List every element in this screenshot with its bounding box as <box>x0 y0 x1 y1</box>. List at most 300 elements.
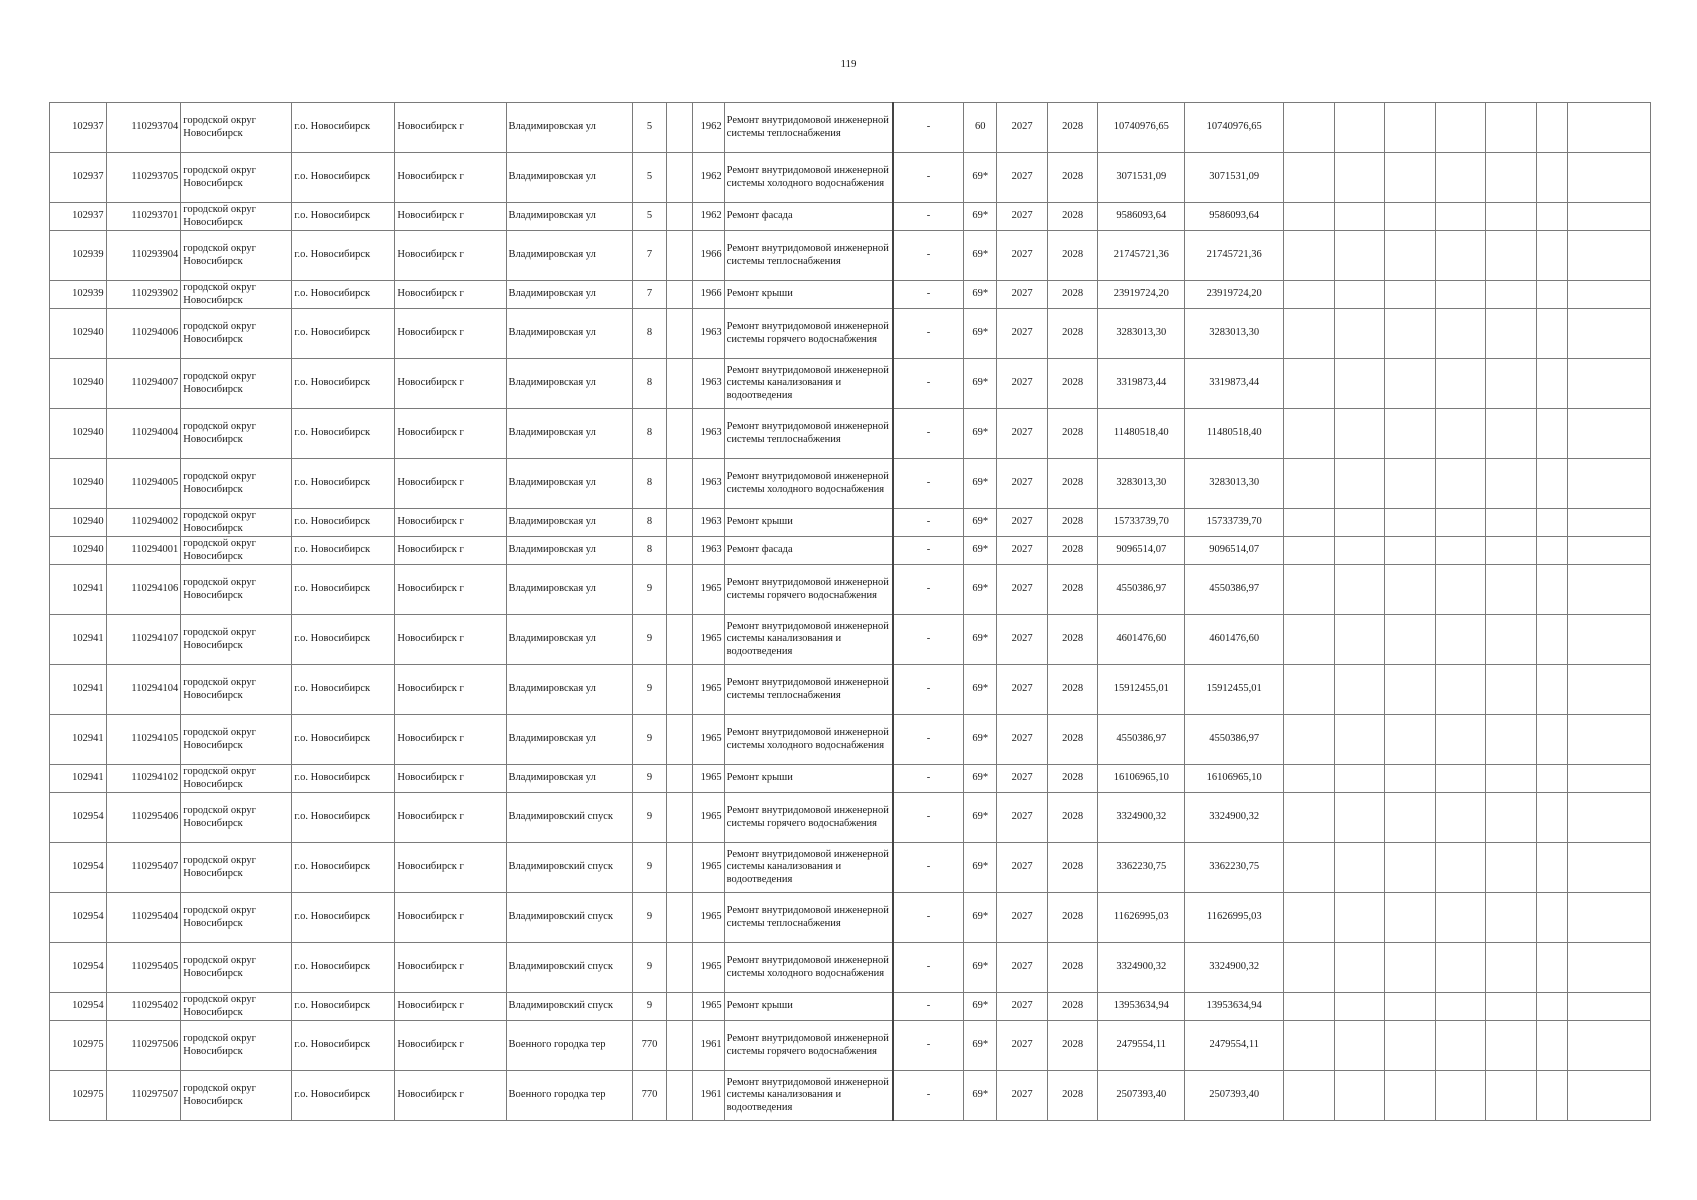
cell-empty <box>1486 203 1537 231</box>
cell-empty <box>1536 615 1567 665</box>
cell-empty <box>1435 281 1486 309</box>
cell-empty <box>1486 565 1537 615</box>
cell-year-from: 2027 <box>997 459 1048 509</box>
cell-city: Новосибирск г <box>395 153 506 203</box>
cell-year-from: 2027 <box>997 615 1048 665</box>
cell-empty <box>1536 359 1567 409</box>
cell-house: 9 <box>632 793 666 843</box>
cell-street: Владимировский спуск <box>506 943 632 993</box>
cell-year: 1963 <box>693 359 724 409</box>
cell-cost-fund: 3283013,30 <box>1185 459 1284 509</box>
cell-code: 110294107 <box>106 615 181 665</box>
cell-municipality: г.о. Новосибирск <box>292 715 395 765</box>
cell-dash: - <box>893 509 964 537</box>
cell-district: городской округ Новосибирск <box>181 409 292 459</box>
cell-empty <box>1536 1021 1567 1071</box>
cell-year-to: 2028 <box>1047 765 1098 793</box>
cell-empty <box>1385 665 1436 715</box>
cell-municipality: г.о. Новосибирск <box>292 281 395 309</box>
cell-work: Ремонт внутридомовой инженерной системы холодного водоснабжения <box>724 715 893 765</box>
cell-empty <box>1536 1071 1567 1121</box>
cell-empty <box>1486 459 1537 509</box>
cell-cost-total: 21745721,36 <box>1098 231 1185 281</box>
cell-empty <box>1568 537 1651 565</box>
cell-code: 110294001 <box>106 537 181 565</box>
cell-street: Владимировский спуск <box>506 843 632 893</box>
cell-year: 1961 <box>693 1021 724 1071</box>
cell-empty <box>1536 715 1567 765</box>
cell-municipality: г.о. Новосибирск <box>292 1021 395 1071</box>
cell-house: 9 <box>632 843 666 893</box>
cell-dash: - <box>893 359 964 409</box>
cell-empty <box>1568 153 1651 203</box>
cell-municipality: г.о. Новосибирск <box>292 153 395 203</box>
cell-street: Владимировская ул <box>506 537 632 565</box>
cell-year-from: 2027 <box>997 1021 1048 1071</box>
cell-empty <box>1385 715 1436 765</box>
cell-work: Ремонт крыши <box>724 509 893 537</box>
cell-year-from: 2027 <box>997 893 1048 943</box>
cell-empty <box>1486 231 1537 281</box>
table-row <box>50 893 1651 943</box>
cell-district: городской округ Новосибирск <box>181 537 292 565</box>
cell-empty <box>1536 793 1567 843</box>
cell-year-from: 2027 <box>997 537 1048 565</box>
cell-empty <box>1435 843 1486 893</box>
cell-empty <box>1568 993 1651 1021</box>
cell-wear: 69* <box>964 231 997 281</box>
cell-street: Владимировская ул <box>506 281 632 309</box>
cell-street: Владимировская ул <box>506 459 632 509</box>
cell-empty <box>1486 715 1537 765</box>
cell-city: Новосибирск г <box>395 509 506 537</box>
cell-year-from: 2027 <box>997 509 1048 537</box>
cell-empty <box>1435 509 1486 537</box>
cell-empty <box>1385 893 1436 943</box>
table-row <box>50 309 1651 359</box>
cell-id: 102939 <box>50 231 107 281</box>
cell-year-from: 2027 <box>997 153 1048 203</box>
cell-wear: 69* <box>964 943 997 993</box>
table-row <box>50 993 1651 1021</box>
cell-empty <box>1385 231 1436 281</box>
cell-empty <box>1486 1021 1537 1071</box>
cell-house: 7 <box>632 281 666 309</box>
cell-empty <box>1536 665 1567 715</box>
table-row <box>50 281 1651 309</box>
cell-city: Новосибирск г <box>395 359 506 409</box>
cell-empty <box>1385 281 1436 309</box>
cell-district: городской округ Новосибирск <box>181 715 292 765</box>
cell-year: 1961 <box>693 1071 724 1121</box>
cell-district: городской округ Новосибирск <box>181 153 292 203</box>
cell-empty <box>1568 765 1651 793</box>
cell-work: Ремонт внутридомовой инженерной системы теплоснабжения <box>724 231 893 281</box>
cell-id: 102954 <box>50 993 107 1021</box>
table-row <box>50 231 1651 281</box>
cell-year: 1966 <box>693 231 724 281</box>
cell-district: городской округ Новосибирск <box>181 615 292 665</box>
cell-street: Владимировская ул <box>506 565 632 615</box>
cell-district: городской округ Новосибирск <box>181 103 292 153</box>
cell-street: Владимировский спуск <box>506 993 632 1021</box>
cell-district: городской округ Новосибирск <box>181 893 292 943</box>
cell-building <box>667 153 693 203</box>
cell-work: Ремонт внутридомовой инженерной системы канализования и водоотведения <box>724 615 893 665</box>
cell-empty <box>1385 565 1436 615</box>
cell-year: 1963 <box>693 409 724 459</box>
cell-year-from: 2027 <box>997 359 1048 409</box>
cell-cost-total: 4550386,97 <box>1098 565 1185 615</box>
cell-empty <box>1284 231 1335 281</box>
cell-year-from: 2027 <box>997 665 1048 715</box>
cell-building <box>667 1071 693 1121</box>
cell-district: городской округ Новосибирск <box>181 665 292 715</box>
cell-cost-fund: 15733739,70 <box>1185 509 1284 537</box>
cell-empty <box>1284 943 1335 993</box>
cell-work: Ремонт внутридомовой инженерной системы теплоснабжения <box>724 665 893 715</box>
cell-building <box>667 459 693 509</box>
cell-year: 1963 <box>693 459 724 509</box>
cell-cost-fund: 21745721,36 <box>1185 231 1284 281</box>
cell-municipality: г.о. Новосибирск <box>292 665 395 715</box>
repair-schedule-table <box>49 102 1651 1121</box>
cell-wear: 69* <box>964 537 997 565</box>
cell-work: Ремонт внутридомовой инженерной системы теплоснабжения <box>724 893 893 943</box>
cell-year-to: 2028 <box>1047 843 1098 893</box>
cell-cost-fund: 3319873,44 <box>1185 359 1284 409</box>
cell-cost-total: 9096514,07 <box>1098 537 1185 565</box>
cell-building <box>667 565 693 615</box>
cell-empty <box>1435 665 1486 715</box>
cell-district: городской округ Новосибирск <box>181 1021 292 1071</box>
cell-empty <box>1536 203 1567 231</box>
cell-year-from: 2027 <box>997 765 1048 793</box>
table-row <box>50 1071 1651 1121</box>
cell-district: городской округ Новосибирск <box>181 943 292 993</box>
cell-cost-fund: 4550386,97 <box>1185 565 1284 615</box>
cell-empty <box>1568 509 1651 537</box>
cell-cost-total: 4550386,97 <box>1098 715 1185 765</box>
cell-house: 8 <box>632 537 666 565</box>
cell-municipality: г.о. Новосибирск <box>292 943 395 993</box>
cell-cost-total: 4601476,60 <box>1098 615 1185 665</box>
cell-work: Ремонт внутридомовой инженерной системы горячего водоснабжения <box>724 309 893 359</box>
cell-empty <box>1568 793 1651 843</box>
cell-empty <box>1568 359 1651 409</box>
cell-empty <box>1435 565 1486 615</box>
cell-empty <box>1536 153 1567 203</box>
cell-building <box>667 359 693 409</box>
cell-year-to: 2028 <box>1047 309 1098 359</box>
cell-building <box>667 715 693 765</box>
cell-work: Ремонт внутридомовой инженерной системы холодного водоснабжения <box>724 459 893 509</box>
cell-year-to: 2028 <box>1047 153 1098 203</box>
cell-empty <box>1486 1071 1537 1121</box>
cell-code: 110295404 <box>106 893 181 943</box>
cell-house: 5 <box>632 153 666 203</box>
cell-house: 9 <box>632 565 666 615</box>
cell-cost-total: 3362230,75 <box>1098 843 1185 893</box>
cell-dash: - <box>893 565 964 615</box>
cell-dash: - <box>893 281 964 309</box>
cell-year-to: 2028 <box>1047 537 1098 565</box>
cell-empty <box>1334 793 1385 843</box>
cell-id: 102954 <box>50 943 107 993</box>
cell-dash: - <box>893 893 964 943</box>
cell-cost-fund: 16106965,10 <box>1185 765 1284 793</box>
table-row <box>50 843 1651 893</box>
cell-empty <box>1536 565 1567 615</box>
cell-empty <box>1486 281 1537 309</box>
cell-city: Новосибирск г <box>395 537 506 565</box>
cell-empty <box>1435 1021 1486 1071</box>
cell-year: 1965 <box>693 843 724 893</box>
cell-house: 8 <box>632 509 666 537</box>
cell-dash: - <box>893 715 964 765</box>
cell-year-to: 2028 <box>1047 1071 1098 1121</box>
cell-empty <box>1536 537 1567 565</box>
cell-district: городской округ Новосибирск <box>181 565 292 615</box>
cell-empty <box>1334 993 1385 1021</box>
cell-street: Владимировская ул <box>506 765 632 793</box>
cell-empty <box>1568 281 1651 309</box>
cell-year-from: 2027 <box>997 793 1048 843</box>
cell-empty <box>1334 359 1385 409</box>
cell-house: 770 <box>632 1021 666 1071</box>
cell-year: 1965 <box>693 765 724 793</box>
cell-empty <box>1334 203 1385 231</box>
cell-wear: 69* <box>964 459 997 509</box>
cell-empty <box>1536 509 1567 537</box>
cell-city: Новосибирск г <box>395 765 506 793</box>
cell-empty <box>1486 359 1537 409</box>
cell-house: 5 <box>632 103 666 153</box>
cell-municipality: г.о. Новосибирск <box>292 103 395 153</box>
cell-empty <box>1284 309 1335 359</box>
cell-city: Новосибирск г <box>395 409 506 459</box>
cell-year-from: 2027 <box>997 993 1048 1021</box>
cell-empty <box>1334 615 1385 665</box>
cell-dash: - <box>893 765 964 793</box>
cell-empty <box>1385 615 1436 665</box>
cell-work: Ремонт внутридомовой инженерной системы канализования и водоотведения <box>724 359 893 409</box>
cell-wear: 69* <box>964 793 997 843</box>
cell-district: городской округ Новосибирск <box>181 231 292 281</box>
cell-empty <box>1284 843 1335 893</box>
cell-empty <box>1385 765 1436 793</box>
cell-empty <box>1385 1021 1436 1071</box>
cell-code: 110295407 <box>106 843 181 893</box>
cell-id: 102954 <box>50 893 107 943</box>
cell-empty <box>1284 359 1335 409</box>
cell-empty <box>1284 153 1335 203</box>
cell-work: Ремонт фасада <box>724 203 893 231</box>
cell-year: 1965 <box>693 565 724 615</box>
cell-cost-total: 3324900,32 <box>1098 793 1185 843</box>
cell-house: 8 <box>632 359 666 409</box>
cell-year-to: 2028 <box>1047 993 1098 1021</box>
cell-empty <box>1568 615 1651 665</box>
cell-id: 102937 <box>50 103 107 153</box>
cell-building <box>667 843 693 893</box>
cell-empty <box>1334 893 1385 943</box>
cell-empty <box>1486 537 1537 565</box>
cell-empty <box>1284 203 1335 231</box>
cell-building <box>667 409 693 459</box>
cell-cost-total: 3319873,44 <box>1098 359 1185 409</box>
cell-id: 102939 <box>50 281 107 309</box>
cell-empty <box>1284 565 1335 615</box>
cell-empty <box>1284 459 1335 509</box>
cell-house: 9 <box>632 665 666 715</box>
cell-empty <box>1568 1071 1651 1121</box>
cell-empty <box>1385 153 1436 203</box>
cell-wear: 69* <box>964 1021 997 1071</box>
cell-cost-fund: 4550386,97 <box>1185 715 1284 765</box>
cell-code: 110294005 <box>106 459 181 509</box>
cell-year-to: 2028 <box>1047 793 1098 843</box>
cell-empty <box>1536 103 1567 153</box>
cell-wear: 69* <box>964 509 997 537</box>
cell-year: 1965 <box>693 615 724 665</box>
cell-wear: 69* <box>964 765 997 793</box>
cell-empty <box>1536 843 1567 893</box>
cell-building <box>667 615 693 665</box>
cell-year-to: 2028 <box>1047 615 1098 665</box>
cell-street: Военного городка тер <box>506 1071 632 1121</box>
cell-empty <box>1334 565 1385 615</box>
cell-street: Владимировский спуск <box>506 793 632 843</box>
cell-city: Новосибирск г <box>395 1071 506 1121</box>
cell-district: городской округ Новосибирск <box>181 793 292 843</box>
table-row <box>50 509 1651 537</box>
cell-dash: - <box>893 203 964 231</box>
cell-empty <box>1284 893 1335 943</box>
cell-empty <box>1334 309 1385 359</box>
cell-year-from: 2027 <box>997 231 1048 281</box>
cell-year-to: 2028 <box>1047 715 1098 765</box>
cell-empty <box>1284 615 1335 665</box>
cell-house: 9 <box>632 893 666 943</box>
cell-empty <box>1568 1021 1651 1071</box>
cell-cost-total: 3283013,30 <box>1098 459 1185 509</box>
table-row <box>50 409 1651 459</box>
cell-year-to: 2028 <box>1047 203 1098 231</box>
cell-building <box>667 1021 693 1071</box>
cell-work: Ремонт внутридомовой инженерной системы горячего водоснабжения <box>724 793 893 843</box>
cell-street: Владимировский спуск <box>506 893 632 943</box>
cell-empty <box>1385 793 1436 843</box>
table-row <box>50 459 1651 509</box>
cell-empty <box>1334 459 1385 509</box>
cell-empty <box>1486 943 1537 993</box>
table-row <box>50 203 1651 231</box>
cell-empty <box>1435 765 1486 793</box>
cell-code: 110294102 <box>106 765 181 793</box>
cell-empty <box>1334 765 1385 793</box>
cell-empty <box>1284 665 1335 715</box>
cell-year: 1962 <box>693 203 724 231</box>
cell-code: 110297506 <box>106 1021 181 1071</box>
cell-empty <box>1486 615 1537 665</box>
cell-empty <box>1334 1071 1385 1121</box>
cell-dash: - <box>893 1071 964 1121</box>
cell-year: 1965 <box>693 793 724 843</box>
cell-dash: - <box>893 993 964 1021</box>
cell-building <box>667 893 693 943</box>
cell-id: 102940 <box>50 309 107 359</box>
cell-cost-fund: 3324900,32 <box>1185 943 1284 993</box>
cell-work: Ремонт внутридомовой инженерной системы теплоснабжения <box>724 409 893 459</box>
cell-empty <box>1334 715 1385 765</box>
cell-cost-fund: 4601476,60 <box>1185 615 1284 665</box>
cell-city: Новосибирск г <box>395 793 506 843</box>
cell-building <box>667 943 693 993</box>
cell-id: 102941 <box>50 715 107 765</box>
cell-house: 5 <box>632 203 666 231</box>
cell-building <box>667 993 693 1021</box>
cell-cost-fund: 2479554,11 <box>1185 1021 1284 1071</box>
cell-year-to: 2028 <box>1047 509 1098 537</box>
cell-work: Ремонт крыши <box>724 765 893 793</box>
cell-year: 1963 <box>693 309 724 359</box>
cell-city: Новосибирск г <box>395 615 506 665</box>
cell-code: 110294006 <box>106 309 181 359</box>
cell-street: Военного городка тер <box>506 1021 632 1071</box>
cell-year-to: 2028 <box>1047 359 1098 409</box>
table-row <box>50 1021 1651 1071</box>
cell-cost-fund: 23919724,20 <box>1185 281 1284 309</box>
cell-year-from: 2027 <box>997 309 1048 359</box>
cell-empty <box>1568 893 1651 943</box>
cell-empty <box>1334 665 1385 715</box>
cell-empty <box>1284 281 1335 309</box>
cell-year: 1962 <box>693 103 724 153</box>
cell-cost-total: 13953634,94 <box>1098 993 1185 1021</box>
cell-id: 102954 <box>50 843 107 893</box>
cell-year-from: 2027 <box>997 565 1048 615</box>
cell-year: 1962 <box>693 153 724 203</box>
table-row <box>50 665 1651 715</box>
cell-empty <box>1284 715 1335 765</box>
cell-municipality: г.о. Новосибирск <box>292 843 395 893</box>
cell-id: 102940 <box>50 359 107 409</box>
cell-empty <box>1435 943 1486 993</box>
cell-code: 110294104 <box>106 665 181 715</box>
cell-municipality: г.о. Новосибирск <box>292 565 395 615</box>
cell-city: Новосибирск г <box>395 893 506 943</box>
cell-empty <box>1435 993 1486 1021</box>
cell-street: Владимировская ул <box>506 203 632 231</box>
cell-city: Новосибирск г <box>395 1021 506 1071</box>
cell-empty <box>1486 993 1537 1021</box>
cell-year: 1965 <box>693 993 724 1021</box>
cell-city: Новосибирск г <box>395 103 506 153</box>
cell-wear: 69* <box>964 203 997 231</box>
cell-empty <box>1435 153 1486 203</box>
cell-empty <box>1435 409 1486 459</box>
cell-wear: 69* <box>964 993 997 1021</box>
cell-cost-total: 15912455,01 <box>1098 665 1185 715</box>
table-row <box>50 793 1651 843</box>
cell-id: 102954 <box>50 793 107 843</box>
cell-cost-total: 2479554,11 <box>1098 1021 1185 1071</box>
cell-building <box>667 281 693 309</box>
cell-house: 9 <box>632 715 666 765</box>
cell-year: 1965 <box>693 893 724 943</box>
cell-empty <box>1385 993 1436 1021</box>
